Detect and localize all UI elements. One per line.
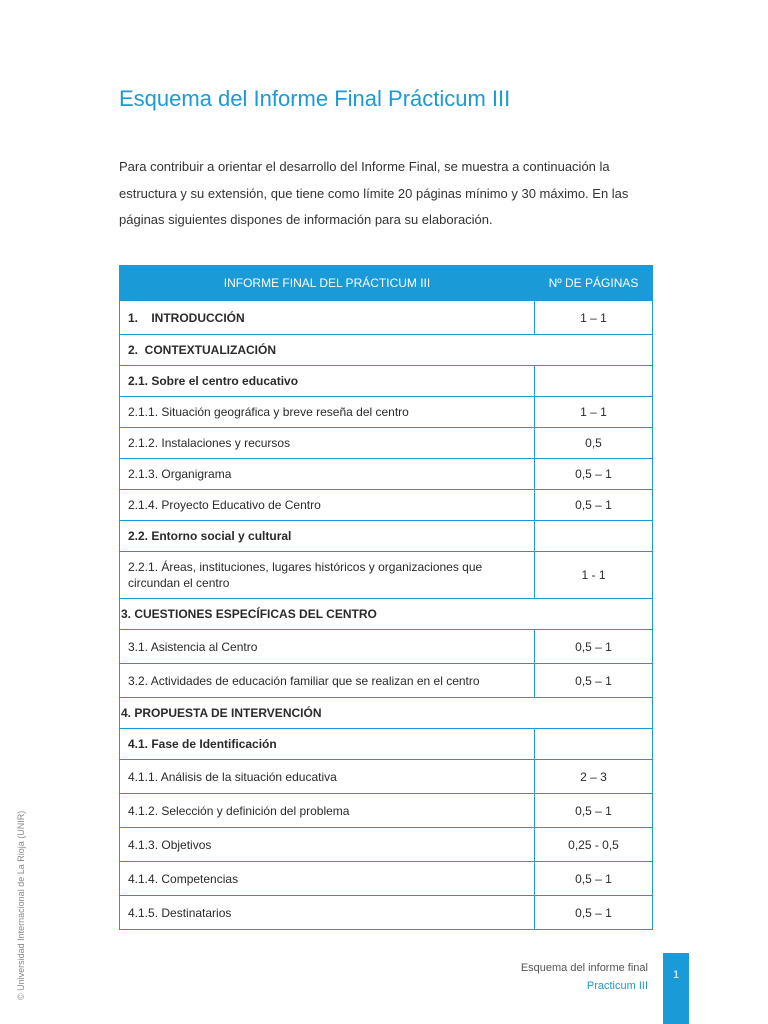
pages-cell: 2 – 3 — [535, 760, 653, 794]
pages-cell: 1 – 1 — [535, 301, 653, 335]
section-cell: 2.1.4. Proyecto Educativo de Centro — [120, 490, 535, 521]
table-row — [120, 729, 653, 760]
section-cell: 4.1.5. Destinatarios — [120, 896, 535, 930]
table-row — [120, 599, 653, 630]
pages-cell — [535, 729, 653, 760]
page-number: 1 — [672, 969, 680, 981]
pages-cell: 1 – 1 — [535, 397, 653, 428]
section-cell: 2.2.1. Áreas, instituciones, lugares históricos y organizaciones que circundan el centro — [120, 552, 535, 599]
section-cell: 1. INTRODUCCIÓN — [120, 301, 535, 335]
pages-cell: 1 - 1 — [535, 552, 653, 599]
table-row — [120, 698, 653, 729]
table-row — [120, 664, 653, 698]
pages-cell — [535, 366, 653, 397]
footer-document-name: Esquema del informe final — [520, 962, 648, 974]
document-title: Esquema del Informe Final Prácticum III — [119, 86, 511, 111]
table-row — [120, 828, 653, 862]
section-cell: 3.1. Asistencia al Centro — [120, 630, 535, 664]
table-row — [120, 428, 653, 459]
section-cell: 4.1.1. Análisis de la situación educativa — [120, 760, 535, 794]
section-cell: 2.1. Sobre el centro educativo — [120, 366, 535, 397]
column-header-pages: Nº DE PÁGINAS — [535, 266, 653, 301]
pages-cell: 0,5 – 1 — [535, 794, 653, 828]
table-row — [120, 862, 653, 896]
pages-cell — [535, 521, 653, 552]
section-cell: 2. CONTEXTUALIZACIÓN — [120, 335, 653, 366]
pages-cell: 0,25 - 0,5 — [535, 828, 653, 862]
table-header-row — [120, 266, 653, 301]
section-cell: 2.1.3. Organigrama — [120, 459, 535, 490]
pages-cell: 0,5 – 1 — [535, 459, 653, 490]
pages-cell: 0,5 – 1 — [535, 630, 653, 664]
table-row — [120, 552, 653, 599]
section-cell: 4.1.3. Objetivos — [120, 828, 535, 862]
table-row — [120, 794, 653, 828]
table-row — [120, 521, 653, 552]
report-outline-table — [119, 265, 653, 930]
table-row — [120, 630, 653, 664]
table-row — [120, 490, 653, 521]
table-row — [120, 397, 653, 428]
table-row — [120, 760, 653, 794]
pages-cell: 0,5 – 1 — [535, 490, 653, 521]
table-row — [120, 459, 653, 490]
section-cell: 2.2. Entorno social y cultural — [120, 521, 535, 552]
column-header-section: INFORME FINAL DEL PRÁCTICUM III — [120, 266, 535, 301]
footer-course-name: Practicum III — [586, 980, 648, 992]
section-cell: 3.2. Actividades de educación familiar que se realizan en el centro — [120, 664, 535, 698]
section-cell: 4.1. Fase de Identificación — [120, 729, 535, 760]
table-row — [120, 301, 653, 335]
section-cell: 2.1.2. Instalaciones y recursos — [120, 428, 535, 459]
page-number-tab — [663, 953, 689, 1024]
section-cell: 4. PROPUESTA DE INTERVENCIÓN — [120, 698, 653, 729]
section-cell: 4.1.4. Competencias — [120, 862, 535, 896]
pages-cell: 0,5 – 1 — [535, 664, 653, 698]
table-row — [120, 366, 653, 397]
pages-cell: 0,5 – 1 — [535, 896, 653, 930]
intro-paragraph: Para contribuir a orientar el desarrollo del Informe Final, se muestra a continuación la estructura y su extensión, que tiene como límite 20 páginas mínimo y 30 máximo. En las páginas siguientes dispones de información para su elaboración. — [119, 159, 629, 227]
table-row — [120, 896, 653, 930]
section-cell: 4.1.2. Selección y definición del problema — [120, 794, 535, 828]
pages-cell: 0,5 – 1 — [535, 862, 653, 896]
section-cell: 3. CUESTIONES ESPECÍFICAS DEL CENTRO — [120, 599, 653, 630]
copyright-notice: © Universidad Internacional de La Rioja (UNIR) — [16, 810, 26, 1000]
pages-cell: 0,5 — [535, 428, 653, 459]
table-row — [120, 335, 653, 366]
section-cell: 2.1.1. Situación geográfica y breve reseña del centro — [120, 397, 535, 428]
